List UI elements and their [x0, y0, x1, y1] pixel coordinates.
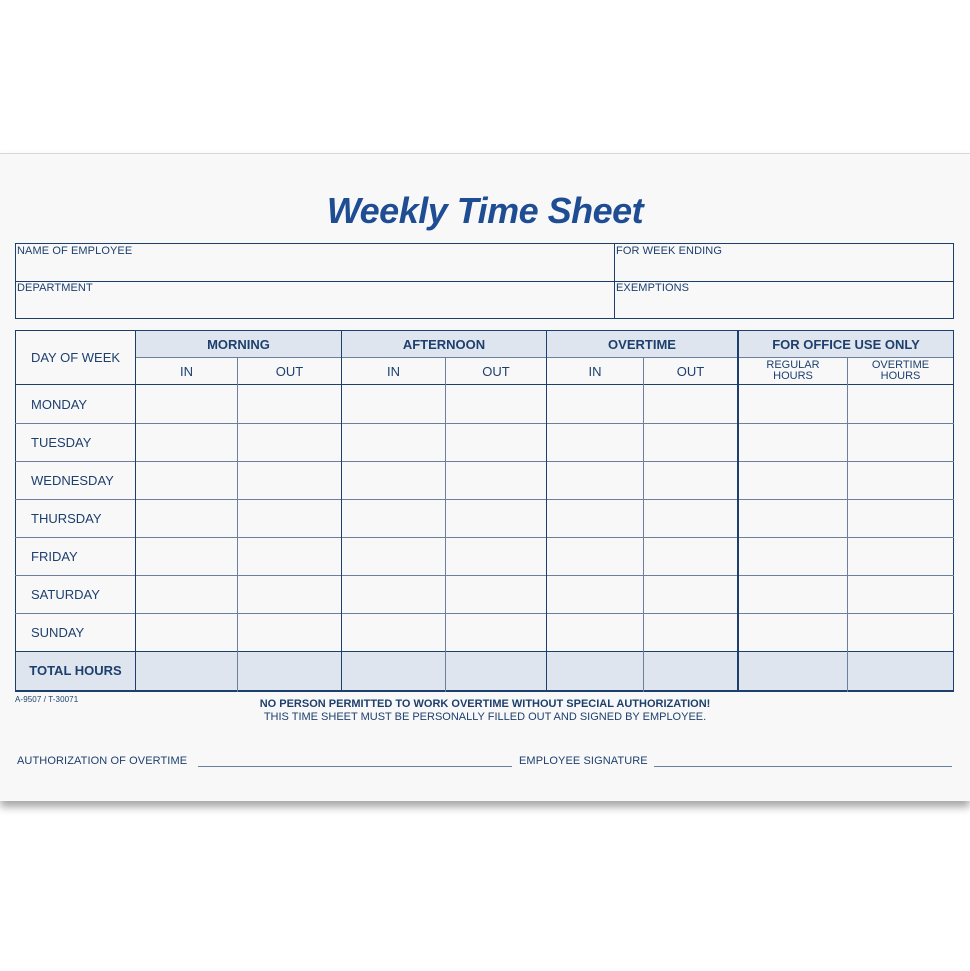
afternoon-in-header: IN — [387, 364, 400, 379]
overtime-out-header: OUT — [676, 364, 705, 379]
day-label-thursday: THURSDAY — [31, 511, 102, 526]
overtime-header: OVERTIME — [608, 337, 676, 352]
employee-signature-line[interactable] — [654, 766, 952, 767]
office-use-header: FOR OFFICE USE ONLY — [772, 337, 920, 352]
morning-header: MORNING — [207, 337, 270, 352]
day-label-sunday: SUNDAY — [31, 625, 85, 640]
employee-signature-label: EMPLOYEE SIGNATURE — [519, 755, 648, 767]
sign-notice: THIS TIME SHEET MUST BE PERSONALLY FILLED OUT AND SIGNED BY EMPLOYEE. — [263, 711, 707, 723]
morning-out-header: OUT — [275, 364, 304, 379]
overtime-notice: NO PERSON PERMITTED TO WORK OVERTIME WITHOUT SPECIAL AUTHORIZATION! — [259, 698, 711, 710]
overtime-hours-header: OVERTIME HOURS — [871, 359, 930, 382]
total-hours-label: TOTAL HOURS — [29, 663, 122, 678]
authorization-of-overtime-label: AUTHORIZATION OF OVERTIME — [17, 755, 188, 767]
day-label-monday: MONDAY — [31, 397, 88, 412]
day-label-tuesday: TUESDAY — [31, 435, 92, 450]
overtime-in-header: IN — [588, 364, 602, 379]
day-label-wednesday: WEDNESDAY — [31, 473, 114, 488]
afternoon-out-header: OUT — [482, 364, 510, 379]
department-field[interactable]: DEPARTMENT — [17, 282, 93, 294]
name-of-employee-field[interactable]: NAME OF EMPLOYEE — [17, 245, 133, 257]
day-label-friday: FRIDAY — [31, 549, 78, 564]
total-row-shade — [16, 652, 953, 690]
regular-hours-header: REGULAR HOURS — [766, 359, 820, 382]
day-of-week-header: DAY OF WEEK — [30, 350, 121, 365]
authorization-signature-line[interactable] — [198, 766, 512, 767]
exemptions-field[interactable]: EXEMPTIONS — [616, 282, 690, 294]
for-week-ending-field[interactable]: FOR WEEK ENDING — [616, 245, 723, 257]
form-title: Weekly Time Sheet — [326, 190, 644, 231]
morning-in-header: IN — [180, 364, 193, 379]
form-code: A-9507 / T-30071 — [15, 695, 79, 704]
afternoon-header: AFTERNOON — [402, 337, 486, 352]
day-label-saturday: SATURDAY — [31, 587, 100, 602]
